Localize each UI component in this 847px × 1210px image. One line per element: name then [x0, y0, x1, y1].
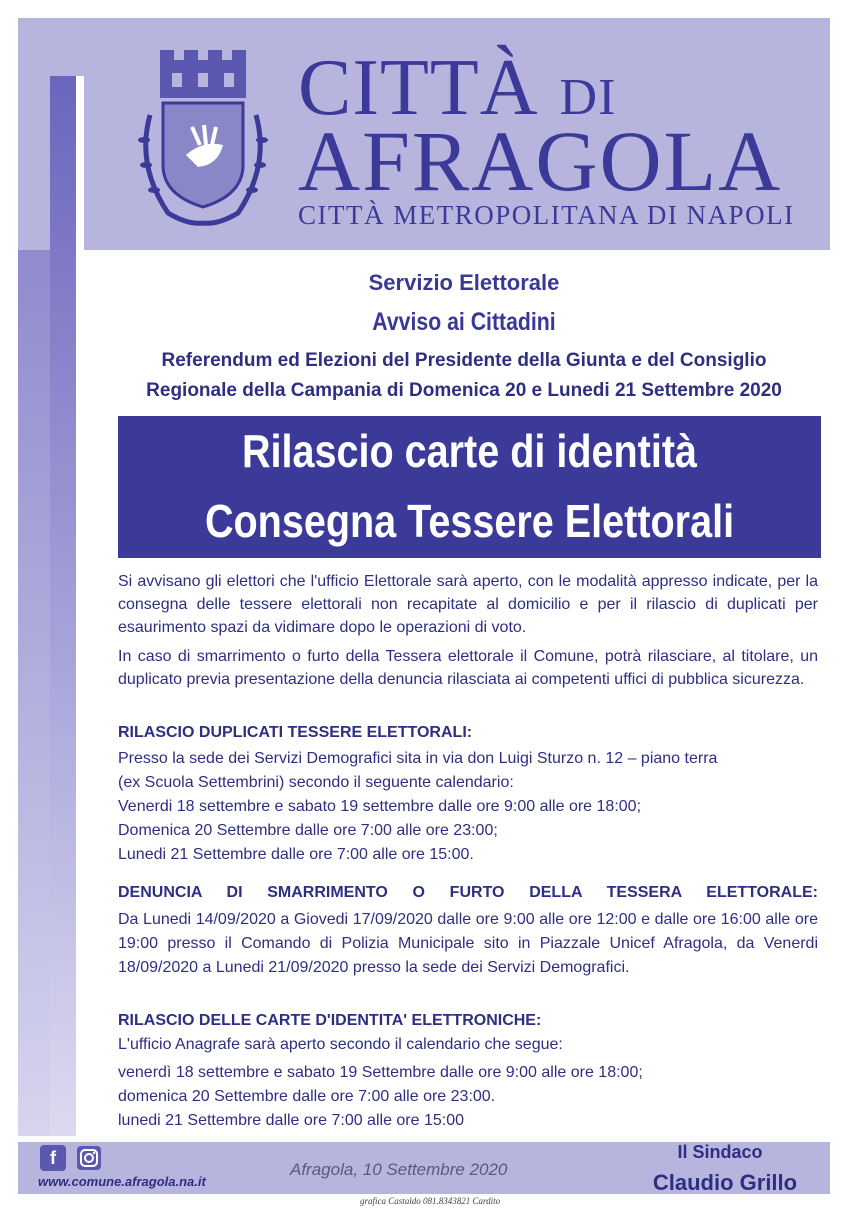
facebook-icon[interactable]: f	[40, 1145, 66, 1171]
instagram-icon[interactable]	[76, 1145, 102, 1171]
city-title: CITTÀ DI	[298, 44, 617, 132]
section-heading: DENUNCIA DI SMARRIMENTO O FURTO DELLA TESSERA ELETTORALE:	[118, 884, 818, 901]
schedule-line: L'ufficio Anagrafe sarà aperto secondo il calendario che segue:	[118, 1036, 563, 1053]
mayor-label: Il Sindaco	[677, 1142, 763, 1162]
schedule-line: Venerdi 18 settembre e sabato 19 settembre dalle ore 9:00 alle ore 18:00;	[118, 798, 642, 815]
schedule-line: venerdì 18 settembre e sabato 19 Settembre dalle ore 9:00 alle ore 18:00;	[118, 1064, 643, 1081]
city-subtitle: CITTÀ METROPOLITANA DI NAPOLI	[298, 200, 795, 230]
mayor-name: Claudio Grillo	[652, 1170, 798, 1195]
dateline: Afragola, 10 Settembre 2020	[290, 1160, 508, 1179]
city-title-afragola: AFRAGOLA	[298, 113, 783, 209]
graphic-credit: grafica Castaldo 081.8343821 Cardito	[360, 1196, 501, 1206]
schedule-line: (ex Scuola Settembrini) secondo il seguente calendario:	[118, 774, 514, 791]
service-heading: Servizio Elettorale	[368, 270, 560, 295]
notice-heading: Avviso ai Cittadini	[372, 308, 556, 336]
section-heading: RILASCIO DELLE CARTE D'IDENTITA' ELETTRONICHE:	[118, 1012, 542, 1029]
banner-title: Consegna Tessere Elettorali	[204, 495, 735, 547]
section-text: Da Lunedi 14/09/2020 a Giovedi 17/09/2020 dalle ore 9:00 alle ore 12:00 e dalle ore 16:00 alle ore 19:00 presso il Comando di Polizia Municipale sito in Piazzale Unicef Afragola, da Venerdi 18/09/2020 a Lunedi 21/09/2020 presso la sede dei Servizi Demografici.	[118, 911, 818, 976]
schedule-line: lunedi 21 Settembre dalle ore 7:00 alle ore 15:00	[118, 1112, 465, 1129]
banner-title: Rilascio carte di identità	[241, 425, 698, 477]
decorative-bar	[76, 76, 84, 250]
schedule-line: Lunedi 21 Settembre dalle ore 7:00 alle ore 15:00.	[118, 846, 474, 863]
referendum-line: Referendum ed Elezioni del Presidente della Giunta e del Consiglio	[161, 350, 767, 371]
schedule-line: Presso la sede dei Servizi Demografici sita in via don Luigi Sturzo n. 12 – piano terra	[118, 750, 718, 767]
referendum-line: Regionale della Campania di Domenica 20 e Lunedi 21 Settembre 2020	[146, 380, 782, 401]
intro-paragraph: In caso di smarrimento o furto della Tessera elettorale il Comune, potrà rilasciare, al titolare, un duplicato previa presentazione della denuncia rilasciata ai competenti uffici di pubblica sicurezza.	[118, 648, 818, 688]
website-link[interactable]: www.comune.afragola.na.it	[38, 1174, 206, 1189]
section-heading: RILASCIO DUPLICATI TESSERE ELETTORALI:	[118, 724, 473, 741]
schedule-line: Domenica 20 Settembre dalle ore 7:00 alle ore 23:00;	[118, 822, 498, 839]
decorative-bar	[50, 76, 76, 1136]
intro-paragraph: Si avvisano gli elettori che l'ufficio Elettorale sarà aperto, con le modalità appresso indicate, per la consegna delle tessere elettorali non recapitate al domicilio e per il rilascio di duplicati per esaurimento spazi da vidimare dopo le operazioni di voto.	[118, 573, 818, 636]
decorative-bar	[18, 250, 50, 1136]
crest-icon	[128, 45, 278, 230]
schedule-line: domenica 20 Settembre dalle ore 7:00 alle ore 23:00.	[118, 1088, 496, 1105]
